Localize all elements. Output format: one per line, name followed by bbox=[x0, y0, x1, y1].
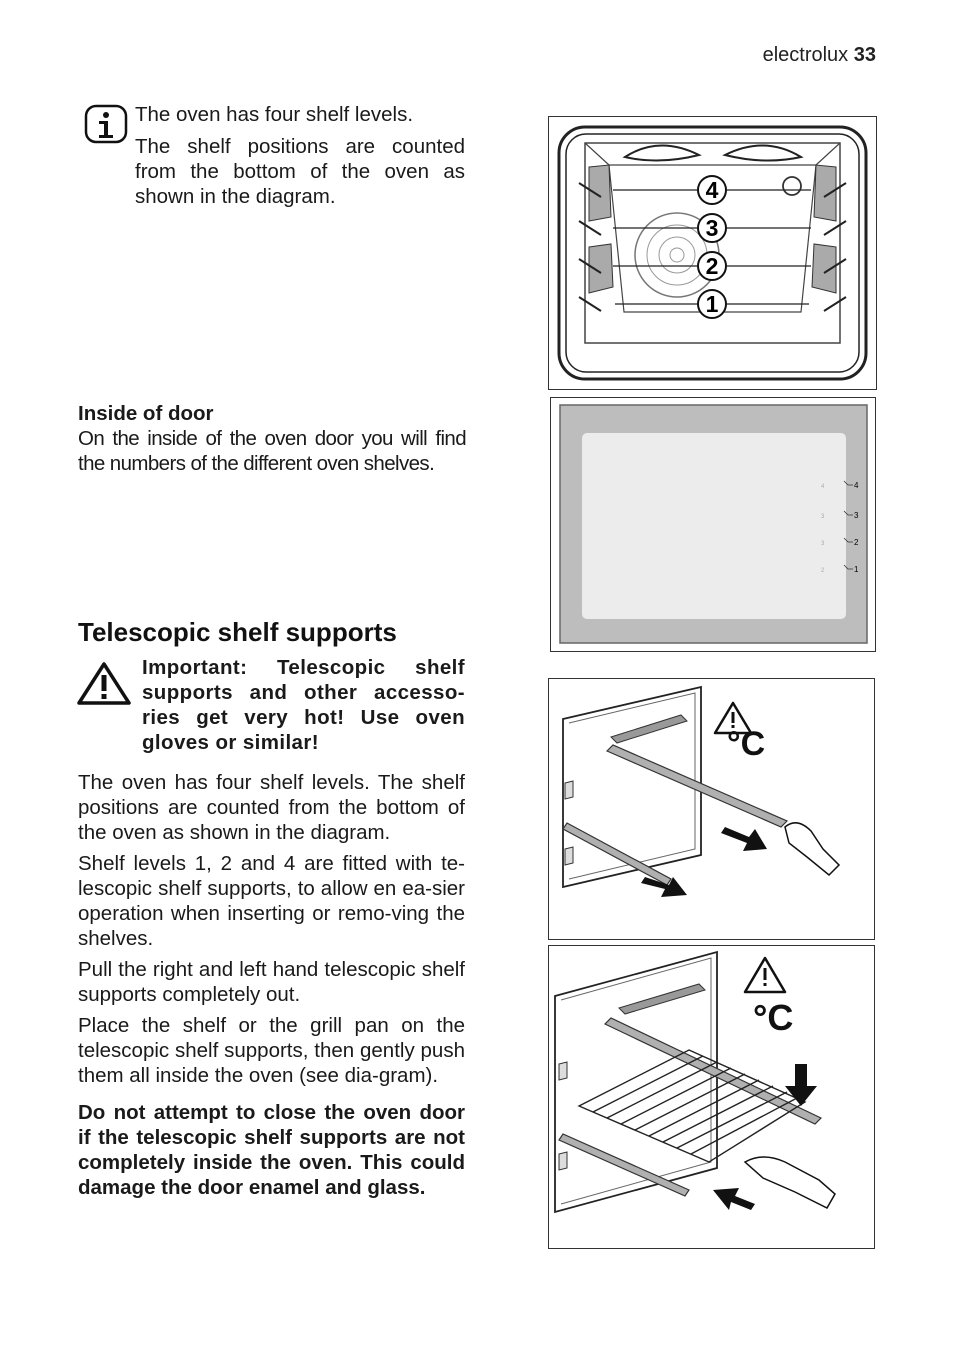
section-title: Telescopic shelf supports bbox=[78, 617, 397, 647]
svg-text:4: 4 bbox=[854, 481, 859, 490]
page-header bbox=[763, 44, 876, 67]
info-note-line2: The shelf positions are counted from the bottom of the oven as shown in the diagram. bbox=[135, 135, 465, 208]
brand-name: electrolux bbox=[762, 44, 849, 66]
svg-text:2: 2 bbox=[854, 538, 859, 547]
info-note-line1: The oven has four shelf levels. bbox=[135, 103, 414, 126]
svg-text:3: 3 bbox=[821, 541, 825, 547]
paragraph-4: Place the shelf or the grill pan on the telescopic shelf supports, then gently push them all inside the oven (see dia-gram). bbox=[78, 1014, 465, 1087]
page-number: 33 bbox=[853, 44, 876, 66]
place-shelf-diagram bbox=[548, 945, 875, 1249]
svg-text:2: 2 bbox=[705, 253, 719, 279]
pull-out-supports-diagram bbox=[548, 678, 875, 940]
svg-text:3: 3 bbox=[705, 215, 719, 241]
oven-door-diagram bbox=[550, 397, 876, 652]
paragraph-3: Pull the right and left hand telescopic shelf supports completely out. bbox=[78, 958, 465, 1006]
svg-text:3: 3 bbox=[821, 514, 825, 520]
shelf-level-1 bbox=[698, 290, 726, 318]
svg-text:4: 4 bbox=[821, 484, 825, 490]
warning-icon bbox=[76, 660, 132, 711]
svg-text:3: 3 bbox=[854, 511, 859, 520]
oven-shelf-levels-diagram bbox=[548, 116, 877, 390]
shelf-level-3 bbox=[698, 214, 726, 242]
svg-text:4: 4 bbox=[705, 177, 719, 203]
paragraph-5-warning: Do not attempt to close the oven door if the telescopic shelf supports are not completely inside the oven. This could damage the door enamel and glass. bbox=[78, 1101, 465, 1199]
hot-warning-text: Important: Telescopic shelf supports and other accesso-ries get very hot! Use oven gloves or similar! bbox=[142, 656, 465, 754]
info-note bbox=[135, 102, 465, 209]
hot-surface-label-1: °C bbox=[727, 725, 766, 763]
info-icon bbox=[84, 104, 128, 149]
inside-door-text: On the inside of the oven door you will find the numbers of the different oven shelves. bbox=[78, 427, 466, 475]
svg-text:1: 1 bbox=[705, 291, 719, 317]
svg-text:1: 1 bbox=[854, 565, 859, 574]
hot-surface-label-2: °C bbox=[753, 997, 794, 1038]
inside-door-heading: Inside of door bbox=[78, 402, 214, 425]
telescopic-body bbox=[78, 770, 465, 1200]
paragraph-2: Shelf levels 1, 2 and 4 are fitted with te-lescopic shelf supports, to allow en ea-sier operation when inserting or remo-ving the shelves. bbox=[78, 852, 465, 950]
shelf-level-4 bbox=[698, 176, 726, 204]
hot-warning bbox=[142, 655, 465, 755]
shelf-level-markers bbox=[698, 176, 726, 318]
svg-text:2: 2 bbox=[821, 568, 825, 574]
inside-door-section bbox=[78, 401, 466, 476]
paragraph-1: The oven has four shelf levels. The shelf positions are counted from the bottom of the oven as shown in the diagram. bbox=[78, 771, 465, 844]
shelf-level-2 bbox=[698, 252, 726, 280]
